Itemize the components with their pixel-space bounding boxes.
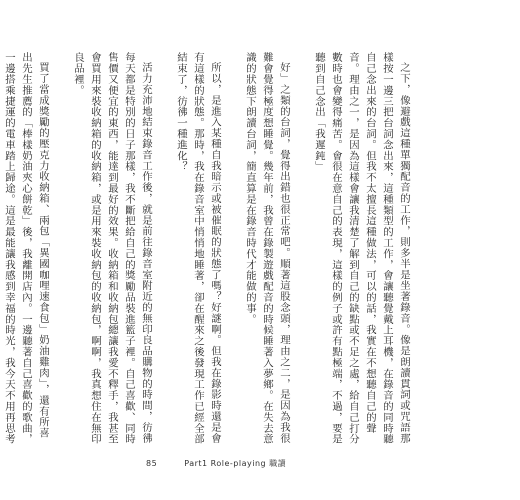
paragraph-1: 之下，像避戲這種單獨配音的工作，則多半是坐著錄音。像是朗讀貫詞或咒語那樣按一邊三把台詞念出來，這種類型的工作，會讓聽覺戴上耳機，在錄音的同時聽自己念出來的台詞。但我不太擅長這種做法，可以的話，我實在不想聽自己的聲音。理由之一，是因為這樣會讓我清楚了解到自己的缺點或不足之處，給自己打分數時也會變得痛苦。會很在意自己的表現，這樣的例子或許有點極端，不過，要是聽到自己念出「我遲鈍」 [313,52,410,445]
section-label: Role-playing 職讀 [210,459,287,468]
part-label: Part1 [184,459,208,468]
paragraph-5: 買了當成獎勵的壓克力收納箱、兩包「異國咖哩速食包」奶油雞肉」，還有所喜出先生推薦的「棒樣奶油夾心餅乾」後，我離開店內。一邊聽著自己喜歡的歌曲，一邊搭乘捷運的電車踏上歸途。這是最能讓我感到幸福的時光，我今天不用再思考 [3,52,49,445]
paragraph-4: 活力充沛地結束錄音工作後，就是前往錄音室附近的無印良品購物的時間，彷彿每天都是特別的日子那樣，我不斷把給自己的獎勵品裝進籃子裡。自己喜歡、同時售價又便宜的東西，能達到最好的效果。收納箱和收納包總讓我愛不釋手，我甚至會買用來裝收納箱的收納箱，或是用來裝收納包的收納包，啊啊，我真想住在無印良品裡。 [72,52,152,445]
page-footer [146,458,286,469]
vertical-text-body [3,52,412,447]
paragraph-2: 好」之類的台詞，覺得出錯也很正常吧。順著這股念頭，理由之二，是因為我很難會覺得極度想睡覺。幾年前，我曾在錄製遊戲配音的時候睡著入夢鄉。在失去意識的狀態下朗讀台詞，簡直算是在錄音時代才能做的事。 [244,52,290,445]
paragraph-3: 所以，是進入某種自我暗示或被催眠的狀態了嗎？好謎啊。但我在錄影時還是會有這樣的狀態。那時，我在錄音室中悄悄地睡著，卻在醒來之後發現工作已經全部結束了，彷彿一種進化？ [175,52,221,445]
page-number: 85 [146,459,158,468]
